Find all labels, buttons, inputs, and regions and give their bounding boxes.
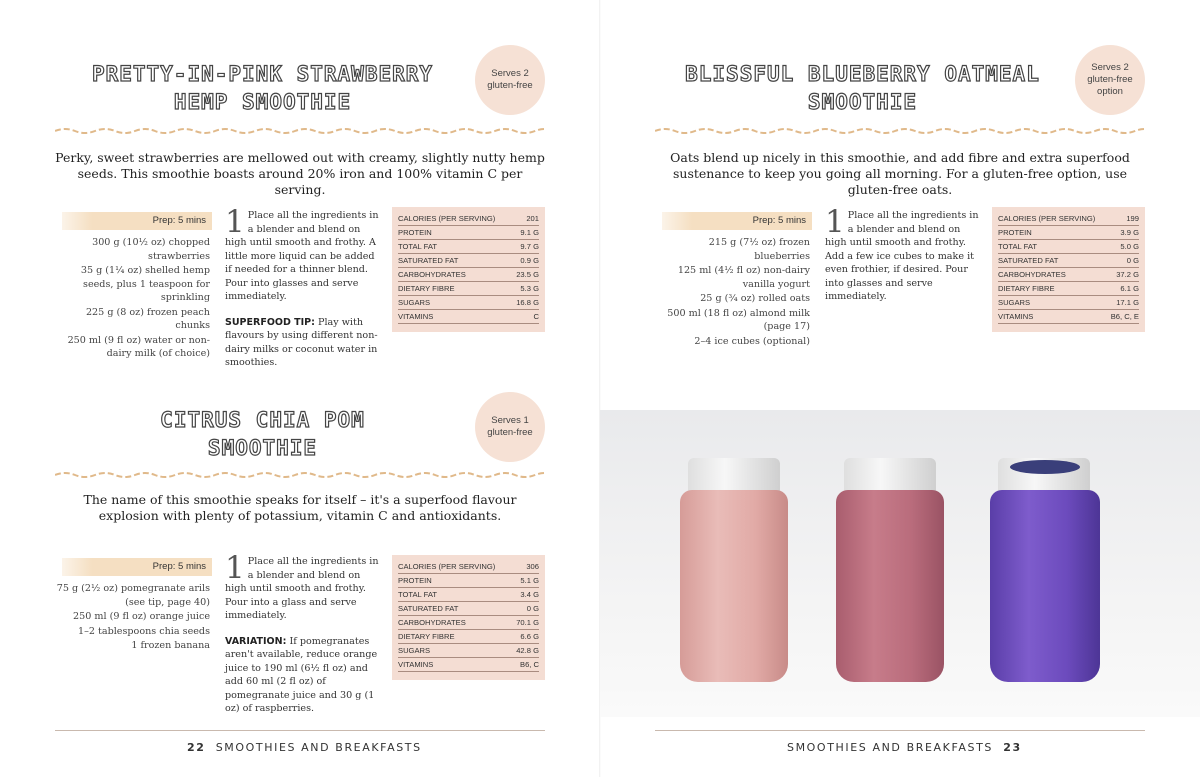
- nutrient-value: 0 G: [1126, 256, 1139, 265]
- nutrient-value: 5.3 G: [520, 284, 539, 293]
- nutrient-name: SUGARS: [398, 646, 431, 655]
- berry-jar: [836, 490, 944, 682]
- prep-time: Prep: 5 mins: [662, 212, 812, 230]
- nutrition-table: [392, 207, 545, 332]
- prep-time: Prep: 5 mins: [62, 558, 212, 576]
- ingredient: 500 ml (18 fl oz) almond milk (page 17): [667, 307, 810, 332]
- recipe-description: Oats blend up nicely in this smoothie, and add fibre and extra superfood sustenance to keep you going all morning. For a gluten-free option, use gluten-free oats.: [670, 150, 1130, 197]
- nutrient-value: 9.1 G: [520, 228, 539, 237]
- tip-text: If pomegranates aren't available, reduce orange juice to 190 ml (6½ fl oz) and add 60 ml (2 fl oz) of pomegranate juice and 30 g (1 oz) of raspberries.: [225, 635, 378, 714]
- nutrient-value: 70.1 G: [516, 618, 539, 627]
- tip: [225, 316, 380, 370]
- ingredient: 125 ml (4½ fl oz) non-dairy vanilla yogurt: [677, 265, 810, 290]
- nutrient-name: SATURATED FAT: [398, 604, 459, 613]
- ingredients-list: [655, 236, 810, 349]
- blueberries-topping: [1010, 460, 1080, 474]
- ingredients-list: [55, 582, 210, 654]
- nutrition-row: [398, 588, 539, 602]
- ingredient: 215 g (7½ oz) frozen blueberries: [708, 237, 810, 262]
- nutrition-row: [398, 240, 539, 254]
- wavy-divider: [55, 464, 545, 472]
- nutrition-row: [398, 602, 539, 616]
- nutrient-name: TOTAL FAT: [398, 590, 437, 599]
- smoothie-jars-photo: [600, 410, 1200, 717]
- nutrient-value: B6, C, E: [1110, 312, 1139, 321]
- ingredient: 300 g (10½ oz) chopped strawberries: [92, 237, 210, 262]
- wavy-divider: [55, 120, 545, 128]
- step-number: 1: [225, 204, 245, 240]
- page-number-right: 23: [1003, 741, 1022, 754]
- nutrition-row: [998, 268, 1139, 282]
- nutrition-row: [398, 282, 539, 296]
- nutrient-value: 5.1 G: [520, 576, 539, 585]
- nutrition-row: [398, 560, 539, 574]
- serves-line: Serves 2: [1091, 62, 1129, 73]
- nutrient-value: 6.1 G: [1120, 284, 1139, 293]
- nutrient-name: SUGARS: [398, 298, 431, 307]
- ingredients-list: [55, 236, 210, 362]
- nutrient-value: 23.5 G: [516, 270, 539, 279]
- nutrient-name: SATURATED FAT: [998, 256, 1059, 265]
- page-number-left: 22: [187, 741, 206, 754]
- ingredient: 1 frozen banana: [131, 640, 210, 651]
- nutrient-name: TOTAL FAT: [998, 242, 1037, 251]
- method: [225, 204, 380, 370]
- step-number: 1: [825, 204, 845, 240]
- step-number: 1: [225, 550, 245, 586]
- tip: [225, 635, 380, 716]
- nutrient-value: 3.4 G: [520, 590, 539, 599]
- serves-line: gluten-free: [487, 427, 533, 438]
- nutrient-value: 37.2 G: [1116, 270, 1139, 279]
- nutrient-value: 6.6 G: [520, 632, 539, 641]
- nutrition-row: [398, 644, 539, 658]
- nutrition-row: [998, 310, 1139, 324]
- nutrient-value: B6, C: [520, 660, 539, 669]
- recipe-description: The name of this smoothie speaks for itself – it's a superfood flavour explosion with plenty of potassium, vitamin C and antioxidants.: [83, 492, 517, 523]
- nutrient-name: CALORIES (PER SERVING): [398, 562, 496, 571]
- nutrition-row: [398, 574, 539, 588]
- nutrition-row: [998, 212, 1139, 226]
- ingredient: 1–2 tablespoons chia seeds: [77, 625, 210, 637]
- nutrition-row: [398, 226, 539, 240]
- nutrition-row: [398, 254, 539, 268]
- pink-jar: [680, 490, 788, 682]
- method: [825, 204, 980, 304]
- nutrient-value: 306: [526, 562, 539, 571]
- nutrient-value: 16.8 G: [516, 298, 539, 307]
- serves-line: Serves 2: [491, 68, 529, 79]
- nutrition-row: [398, 296, 539, 310]
- nutrient-name: TOTAL FAT: [398, 242, 437, 251]
- nutrient-name: PROTEIN: [398, 576, 432, 585]
- nutrient-name: CALORIES (PER SERVING): [398, 214, 496, 223]
- nutrient-value: 42.8 G: [516, 646, 539, 655]
- blueberry-jar: [990, 490, 1100, 682]
- nutrient-value: 0.9 G: [520, 256, 539, 265]
- nutrient-name: DIETARY FIBRE: [398, 284, 455, 293]
- nutrient-value: 0 G: [526, 604, 539, 613]
- nutrient-name: PROTEIN: [998, 228, 1032, 237]
- wavy-divider: [655, 120, 1145, 128]
- nutrient-value: 9.7 G: [520, 242, 539, 251]
- method: [225, 550, 380, 716]
- ingredient: 75 g (2½ oz) pomegranate arils (see tip, page 40): [56, 583, 210, 608]
- serves-line: Serves 1: [491, 415, 529, 426]
- nutrition-row: [998, 254, 1139, 268]
- nutrient-name: VITAMINS: [398, 312, 434, 321]
- nutrition-row: [398, 616, 539, 630]
- title-line: SMOOTHIE: [207, 436, 318, 460]
- nutrient-name: SATURATED FAT: [398, 256, 459, 265]
- nutrition-row: [998, 226, 1139, 240]
- title-line: PRETTY-IN-PINK STRAWBERRY: [91, 62, 434, 86]
- section-left: SMOOTHIES AND BREAKFASTS: [215, 741, 422, 754]
- nutrient-name: DIETARY FIBRE: [998, 284, 1055, 293]
- nutrition-row: [998, 240, 1139, 254]
- nutrient-name: DIETARY FIBRE: [398, 632, 455, 641]
- nutrient-name: CALORIES (PER SERVING): [998, 214, 1096, 223]
- nutrition-row: [398, 630, 539, 644]
- section-right: SMOOTHIES AND BREAKFASTS: [787, 741, 993, 754]
- nutrient-name: CARBOHYDRATES: [398, 618, 466, 627]
- serves-line: option: [1097, 86, 1123, 97]
- nutrient-name: CARBOHYDRATES: [998, 270, 1066, 279]
- nutrition-table: [392, 555, 545, 680]
- nutrition-table: [992, 207, 1145, 332]
- nutrient-name: PROTEIN: [398, 228, 432, 237]
- tip-label: VARIATION:: [225, 635, 287, 647]
- title-line: CITRUS CHIA POM: [160, 408, 365, 432]
- tip-label: SUPERFOOD TIP:: [225, 316, 315, 328]
- nutrient-value: 201: [526, 214, 539, 223]
- footer-rule-left: [55, 730, 545, 731]
- nutrient-value: 17.1 G: [1116, 298, 1139, 307]
- method-text: Place all the ingredients in a blender and blend on high until smooth and frothy. Pour into a glass and serve immediately.: [225, 556, 379, 621]
- nutrition-row: [398, 212, 539, 226]
- title-line: HEMP SMOOTHIE: [173, 90, 352, 114]
- tip-text: Play with flavours by using different non-dairy milks or coconut water in smoothies.: [225, 316, 378, 368]
- nutrient-value: 3.9 G: [1120, 228, 1139, 237]
- ingredient: 35 g (1¼ oz) shelled hemp seeds, plus 1 teaspoon for sprinkling: [80, 265, 210, 303]
- nutrient-value: C: [533, 312, 539, 321]
- title-line: SMOOTHIE: [807, 90, 918, 114]
- nutrition-row: [998, 296, 1139, 310]
- nutrient-value: 199: [1126, 214, 1139, 223]
- recipe-title: [55, 406, 470, 462]
- footer-right: [787, 741, 1022, 754]
- prep-time: Prep: 5 mins: [62, 212, 212, 230]
- recipe-title: [55, 60, 470, 116]
- serves-badge: [475, 392, 545, 462]
- ingredient: 250 ml (9 fl oz) water or non-dairy milk (of choice): [67, 334, 210, 359]
- recipe-title: [655, 60, 1070, 116]
- recipe-description: Perky, sweet strawberries are mellowed out with creamy, slightly nutty hemp seeds. This smoothie boasts around 20% iron and 100% vitamin C per serving.: [55, 150, 545, 197]
- nutrient-name: SUGARS: [998, 298, 1031, 307]
- ingredient: 2–4 ice cubes (optional): [694, 335, 810, 347]
- title-line: BLISSFUL BLUEBERRY OATMEAL: [685, 62, 1040, 86]
- method-text: Place all the ingredients in a blender and blend on high until smooth and frothy. Add a few ice cubes to make it even frothier, if desired. Pour into glasses and serve immediately.: [825, 210, 979, 302]
- footer-rule-right: [655, 730, 1145, 731]
- nutrient-value: 5.0 G: [1120, 242, 1139, 251]
- serves-badge: [475, 45, 545, 115]
- nutrition-row: [398, 310, 539, 324]
- nutrient-name: VITAMINS: [398, 660, 434, 669]
- nutrition-row: [398, 268, 539, 282]
- nutrition-row: [998, 282, 1139, 296]
- nutrient-name: CARBOHYDRATES: [398, 270, 466, 279]
- ingredient: 250 ml (9 fl oz) orange juice: [73, 611, 210, 622]
- nutrient-name: VITAMINS: [998, 312, 1034, 321]
- serves-line: gluten-free: [487, 80, 533, 91]
- ingredient: 225 g (8 oz) frozen peach chunks: [85, 306, 210, 331]
- ingredient: 25 g (¾ oz) rolled oats: [700, 293, 810, 304]
- serves-line: gluten-free: [1087, 74, 1133, 85]
- nutrition-row: [398, 658, 539, 672]
- footer-left: [187, 741, 422, 754]
- method-text: Place all the ingredients in a blender and blend on high until smooth and frothy. A little more liquid can be added if needed for a thinner blend. Pour into glasses and serve immediately.: [225, 210, 379, 302]
- serves-badge: [1075, 45, 1145, 115]
